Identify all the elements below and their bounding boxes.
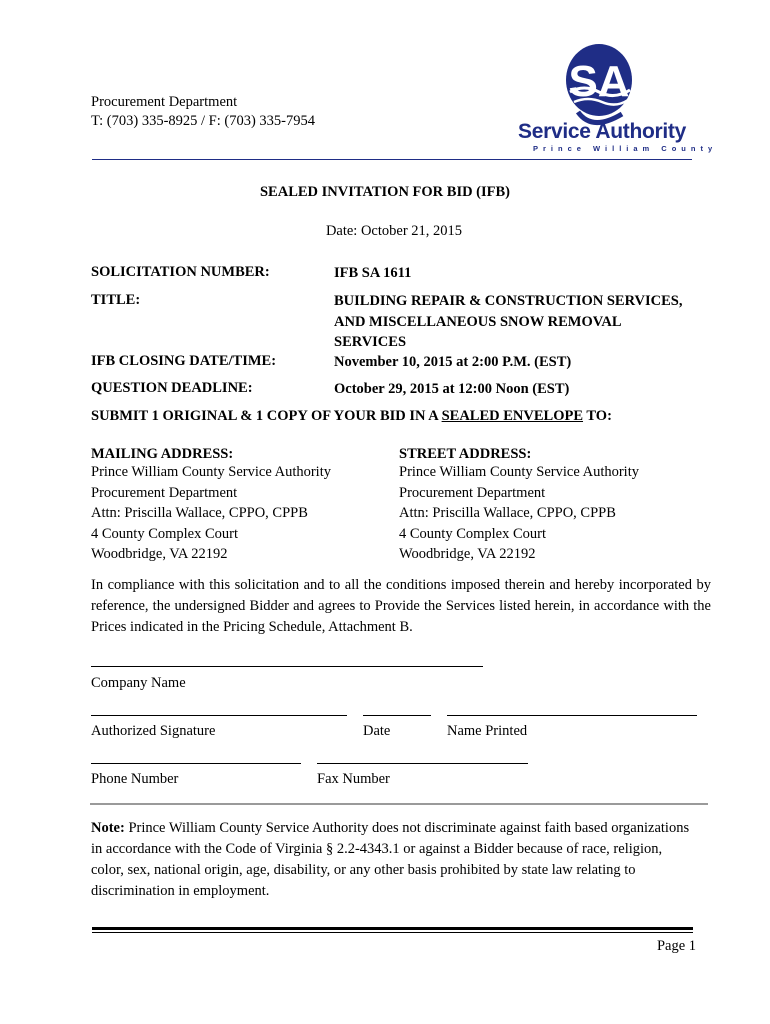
mailing-address-line: Attn: Priscilla Wallace, CPPO, CPPB — [91, 505, 308, 521]
street-address-line: Woodbridge, VA 22192 — [399, 546, 536, 562]
title-label: TITLE: — [91, 292, 141, 308]
mailing-address-heading: MAILING ADDRESS: — [91, 446, 234, 462]
document-title: SEALED INVITATION FOR BID (IFB) — [259, 184, 511, 200]
street-address-line: 4 County Complex Court — [399, 525, 547, 542]
mailing-address-line: Prince William County Service Authority — [91, 464, 331, 480]
name-printed-label: Name Printed — [447, 723, 528, 739]
fax-number-label: Fax Number — [317, 771, 390, 787]
logo-monogram: SA — [568, 57, 630, 106]
note-paragraph: Note: Prince William County Service Authority does not discriminate against faith based organizations in accordance with the Code of Virginia § 2.2-4343.1 or against a Bidder because of race, religion, color, sex, national origin, age, disability, or any other basis prohibited by state law relating to discrimination in employment. — [91, 820, 690, 899]
street-address-heading: STREET ADDRESS: — [399, 446, 532, 462]
authorized-signature-line[interactable] — [91, 715, 347, 716]
title-value-line-2: AND MISCELLANEOUS SNOW REMOVAL — [334, 313, 622, 330]
closing-datetime-label: IFB CLOSING DATE/TIME: — [91, 353, 277, 369]
phone-fax: T: (703) 335-8925 / F: (703) 335-7954 — [91, 113, 316, 129]
question-deadline-value: October 29, 2015 at 12:00 Noon (EST) — [334, 381, 570, 397]
date-line[interactable] — [363, 715, 431, 716]
department-name: Procurement Department — [91, 94, 238, 110]
street-address-line: Prince William County Service Authority — [399, 464, 639, 480]
mailing-address-line: Woodbridge, VA 22192 — [91, 546, 228, 562]
question-deadline-label: QUESTION DEADLINE: — [91, 380, 253, 396]
phone-number-line[interactable] — [91, 763, 301, 764]
page-number: Page 1 — [656, 938, 696, 954]
sealed-envelope-emphasis: SEALED ENVELOPE — [441, 408, 584, 424]
authorized-signature-label: Authorized Signature — [91, 723, 216, 739]
logo-subtitle: Prince William County — [533, 144, 718, 153]
note-label: Note: — [91, 820, 125, 836]
footer-rule-thick — [92, 927, 693, 930]
mailing-address-line: 4 County Complex Court — [91, 525, 239, 542]
street-address-line: Attn: Priscilla Wallace, CPPO, CPPB — [399, 505, 616, 521]
street-address-line: Procurement Department — [399, 484, 546, 501]
name-printed-line[interactable] — [447, 715, 697, 716]
company-name-line[interactable] — [91, 666, 483, 667]
closing-datetime-value: November 10, 2015 at 2:00 P.M. (EST) — [334, 354, 572, 370]
mailing-address-line: Procurement Department — [91, 484, 238, 501]
header-divider — [92, 159, 692, 160]
phone-number-label: Phone Number — [91, 771, 179, 787]
date-label: Date — [363, 723, 391, 739]
footer-rule-thin — [92, 932, 693, 933]
solicitation-number-label: SOLICITATION NUMBER: — [91, 264, 270, 280]
compliance-paragraph: In compliance with this solicitation and to all the conditions imposed therein and hereby incorporated by reference, the undersigned Bidder and agrees to Provide the Services listed herein, in accordance with the Prices indicated in the Pricing Schedule, Attachment B. — [91, 577, 711, 635]
logo-name: Service Authority — [518, 120, 687, 143]
title-value-line-3: SERVICES — [334, 334, 407, 350]
submit-instructions: SUBMIT 1 ORIGINAL & 1 COPY OF YOUR BID IN A SEALED ENVELOPE TO: — [91, 408, 612, 424]
section-divider — [90, 803, 708, 805]
document-date: Date: October 21, 2015 — [325, 223, 463, 239]
title-value-line-1: BUILDING REPAIR & CONSTRUCTION SERVICES, — [334, 293, 683, 309]
company-name-label: Company Name — [91, 675, 186, 691]
solicitation-number-value: IFB SA 1611 — [334, 265, 412, 281]
fax-number-line[interactable] — [317, 763, 528, 764]
